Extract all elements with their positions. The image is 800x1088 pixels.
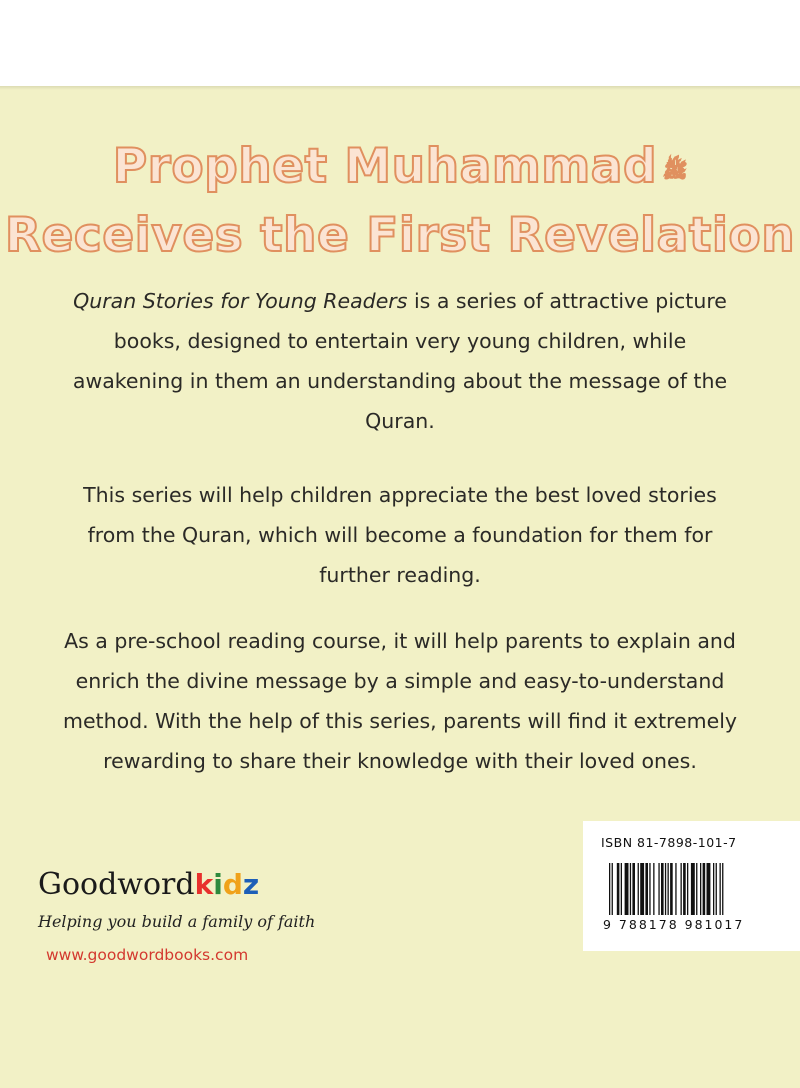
kidz-letter-i: i: [213, 868, 223, 901]
barcode-stripe: [649, 863, 650, 915]
barcode-stripe: [645, 863, 648, 915]
barcode-stripe: [658, 863, 659, 915]
barcode-stripe: [612, 863, 613, 915]
barcode-stripe: [687, 863, 688, 915]
barcode-stripe: [696, 863, 697, 915]
kidz-letter-k: k: [194, 868, 214, 901]
title-line-1: [0, 139, 800, 194]
kidz-letter-z: z: [242, 868, 260, 901]
barcode-stripe: [617, 863, 620, 915]
barcode-stripe: [691, 863, 695, 915]
kidz-letter-d: d: [222, 868, 243, 901]
barcode-stripe: [665, 863, 666, 915]
barcode-stripe: [630, 863, 631, 915]
back-cover: [0, 86, 800, 1088]
barcode-stripe: [638, 863, 639, 915]
barcode-stripe: [661, 863, 664, 915]
publisher-name: Goodword: [38, 867, 195, 902]
barcode-stripe: [670, 863, 673, 915]
barcode-stripe: [625, 863, 629, 915]
barcode-stripe: [683, 863, 686, 915]
publisher-tagline: Helping you build a family of faith: [38, 912, 316, 931]
publisher-logo: [38, 867, 260, 902]
barcode-panel: [583, 821, 800, 951]
barcode-stripe: [609, 863, 610, 915]
barcode-stripe: [675, 863, 676, 915]
title-text-1: Prophet Muhammad: [112, 139, 658, 194]
isbn-label: ISBN 81-7898-101-7: [601, 835, 737, 850]
barcode-stripe: [716, 863, 717, 915]
barcode-stripe: [713, 863, 714, 915]
paragraph-1-text: is a series of attractive picture books, designed to entertain very young children, while awakening in them an understanding about the message of the Quran.: [72, 289, 728, 433]
barcode-stripe: [722, 863, 723, 915]
barcode-stripe: [720, 863, 721, 915]
publisher-website: www.goodwordbooks.com: [46, 946, 249, 964]
barcode-stripe: [640, 863, 644, 915]
barcode-stripe: [681, 863, 682, 915]
barcode-stripe: [700, 863, 701, 915]
kidz-wordmark: [195, 868, 260, 901]
barcode-stripe: [632, 863, 635, 915]
cover-top-edge: [0, 86, 800, 90]
barcode-stripe: [621, 863, 622, 915]
pbuh-symbol: ﷺ: [663, 157, 688, 182]
barcode-stripe: [707, 863, 711, 915]
barcode-stripe: [703, 863, 706, 915]
barcode-bars: [609, 863, 779, 915]
series-name: Quran Stories for Young Readers: [73, 289, 408, 313]
barcode-stripe: [653, 863, 654, 915]
barcode-stripe: [668, 863, 669, 915]
barcode-number: 9 788178 981017: [603, 917, 745, 932]
title-line-2: Receives the First Revelation: [4, 208, 796, 263]
description-paragraph-1: [60, 281, 740, 441]
description-paragraph-3: As a pre-school reading course, it will help parents to explain and enrich the divine message by a simple and easy-to-understand method. With the help of this series, parents will find it extremely rewarding to share their knowledge with their loved ones.: [62, 629, 738, 773]
description-paragraph-2: This series will help children appreciate the best loved stories from the Quran, which will become a foundation for them for further reading.: [83, 483, 717, 587]
